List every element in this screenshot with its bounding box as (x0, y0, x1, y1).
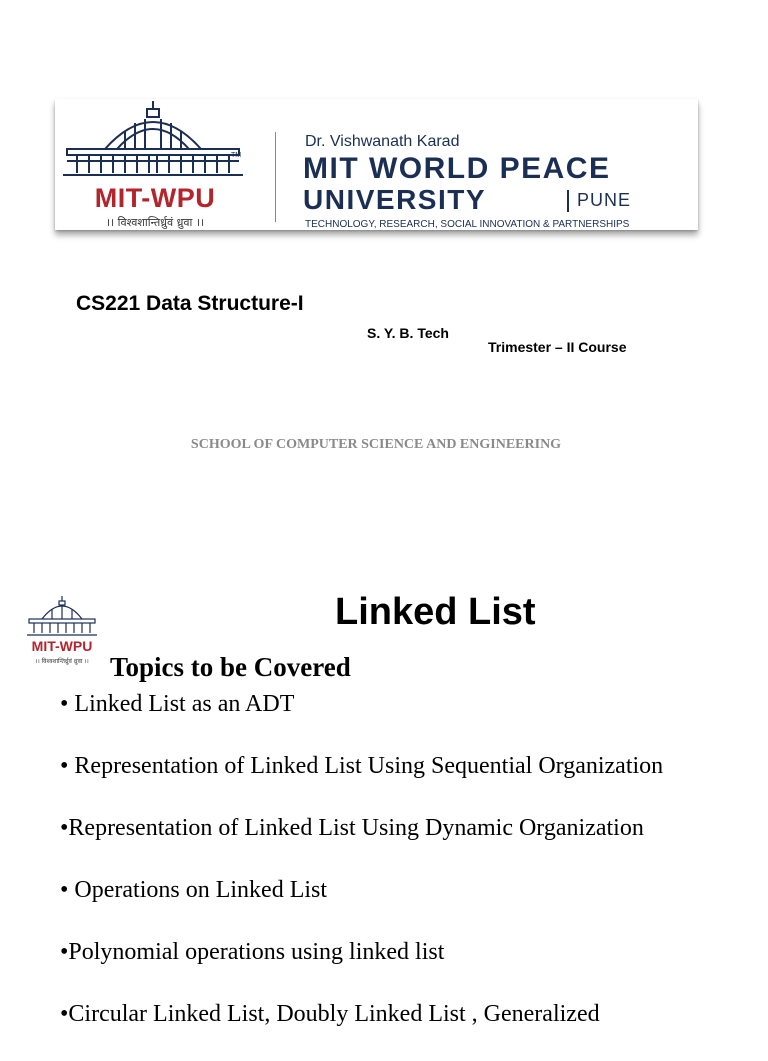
topics-list (60, 689, 663, 1061)
topic-item: •Representation of Linked List Using Dynamic Organization (60, 815, 644, 841)
brand-name: MIT-WPU (94, 183, 216, 213)
small-university-logo (24, 595, 100, 671)
school-name: SCHOOL OF COMPUTER SCIENCE AND ENGINEERING (190, 437, 562, 452)
slide-title: Linked List (335, 591, 536, 633)
topic-item: • Representation of Linked List Using Sequential Organization (60, 753, 664, 779)
university-banner (55, 99, 698, 230)
topic-item: • Linked List as an ADT (60, 691, 295, 717)
university-tagline: TECHNOLOGY, RESEARCH, SOCIAL INNOVATION & PARTNERSHIPS (305, 219, 630, 230)
university-name-line1: MIT WORLD PEACE (303, 152, 611, 185)
term-label: Trimester – II Course (488, 339, 627, 355)
dome-logo-icon (55, 99, 255, 189)
topic-item: • Operations on Linked List (60, 877, 328, 903)
city-separator (567, 190, 569, 212)
small-brand-motto: ।। विश्वशान्तिर्ध्रुवं ध्रुवा ।। (35, 658, 89, 665)
title-slide (0, 0, 768, 510)
small-brand-name: MIT-WPU (31, 638, 93, 654)
program-label: S. Y. B. Tech (367, 325, 449, 341)
university-prefix: Dr. Vishwanath Karad (305, 133, 460, 150)
trademark-label: TM (231, 152, 242, 159)
topic-item: •Polynomial operations using linked list (60, 939, 445, 965)
small-dome-icon (24, 595, 100, 639)
topic-item: •Circular Linked List, Doubly Linked List , Generalized (60, 1001, 600, 1027)
logo-divider (275, 132, 276, 222)
brand-motto: ।। विश्वशान्तिर्ध्रुवं ध्रुवा ।। (105, 216, 205, 229)
university-city: PUNE (577, 190, 632, 210)
topics-heading: Topics to be Covered (110, 652, 351, 682)
university-name-line2: UNIVERSITY (303, 184, 487, 215)
course-title: CS221 Data Structure-I (76, 292, 304, 315)
